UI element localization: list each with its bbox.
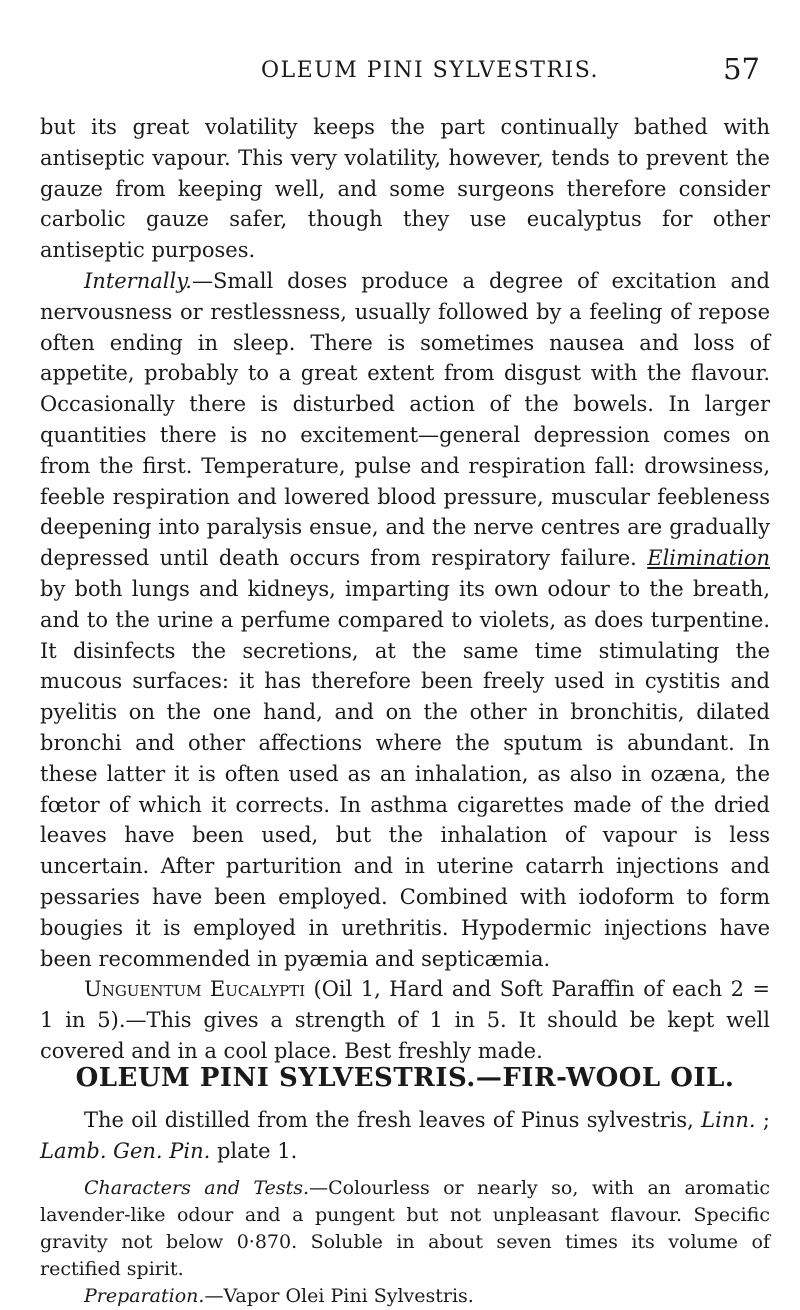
lamb-reference: Lamb. Gen. Pin. <box>40 1138 211 1163</box>
internally-label: Internally. <box>84 268 192 293</box>
preparation-label: Preparation. <box>84 1284 205 1307</box>
preparation-paragraph <box>40 1283 770 1310</box>
main-text-block <box>40 112 770 1067</box>
section-oleum-pini <box>40 1063 770 1310</box>
unguentum-label: Unguentum Eucalypti <box>84 977 306 1002</box>
page-number: 57 <box>723 52 760 86</box>
preparation-text: —Vapor Olei Pini Sylvestris. <box>204 1284 474 1307</box>
characters-text: —Colourless or nearly so, with an aromatic lavender-like odour and a pungent but not unpleasant flavour. Specific gravity not below 0·870. Soluble in about seven times its volume of rectified spirit. <box>40 1176 770 1280</box>
section-heading: OLEUM PINI SYLVESTRIS.—FIR-WOOL OIL. <box>75 1063 735 1093</box>
section-intro-text: The oil distilled from the fresh leaves of Pinus sylvestris, <box>84 1108 694 1132</box>
characters-paragraph <box>40 1175 770 1283</box>
paragraph-volatility-text: but its great volatility keeps the part continually bathed with antiseptic vapour. This very volatility, however, tends to prevent the gauze from keeping well, and some surgeons therefore consider carbolic gauze safer, though they use eucalyptus for other antiseptic purposes. <box>40 115 770 263</box>
paragraph-unguentum <box>40 974 770 1066</box>
elimination-text: by both lungs and kidneys, imparting its own odour to the breath, and to the urine a perfume compared to violets, as does turpentine. It disinfects the secretions, at the same time stimulating the mucous surfaces: it has therefore been freely used in cystitis and pyelitis on the one hand, and on the other in bronchitis, dilated bronchi and other affections where the sputum is abundant. In these latter it is often used as an inhalation, as also in ozæna, the fœtor of which it corrects. In asthma cigarettes made of the dried leaves have been used, but the inhalation of vapour is less uncertain. After parturition and in uterine catarrh injections and pessaries have been employed. Combined with iodoform to form bougies it is employed in urethritis. Hypodermic injections have been recommended in pyæmia and septicæmia. <box>40 576 770 971</box>
paragraph-volatility <box>40 112 770 266</box>
section-intro <box>40 1105 770 1167</box>
paragraph-internally <box>40 266 770 974</box>
linn-reference: Linn. <box>701 1108 756 1132</box>
characters-label: Characters and Tests. <box>84 1176 310 1199</box>
page-header <box>0 52 800 92</box>
running-head: OLEUM PINI SYLVESTRIS. <box>260 58 599 83</box>
plate-reference: plate 1. <box>216 1138 298 1163</box>
unguentum-text: (Oil 1, Hard and Soft Paraffin of each 2 = 1 in 5).—This gives a strength of 1 in 5. It should be kept well covered and in a cool place. Best freshly made. <box>40 977 770 1063</box>
elimination-label: Elimination <box>647 546 770 571</box>
reference-separator: ; <box>762 1108 770 1132</box>
internally-text: —Small doses produce a degree of excitation and nervousness or restlessness, usually followed by a feeling of repose often ending in sleep. There is sometimes nausea and loss of appetite, probably to a great extent from disgust with the flavour. Occasionally there is disturbed action of the bowels. In larger quantities there is no excitement—general depression comes on from the first. Temperature, pulse and respiration fall: drowsiness, feeble respiration and lowered blood pressure, muscular feebleness deepening into paralysis ensue, and the nerve centres are gradually depressed until death occurs from respiratory failure. <box>40 268 770 571</box>
